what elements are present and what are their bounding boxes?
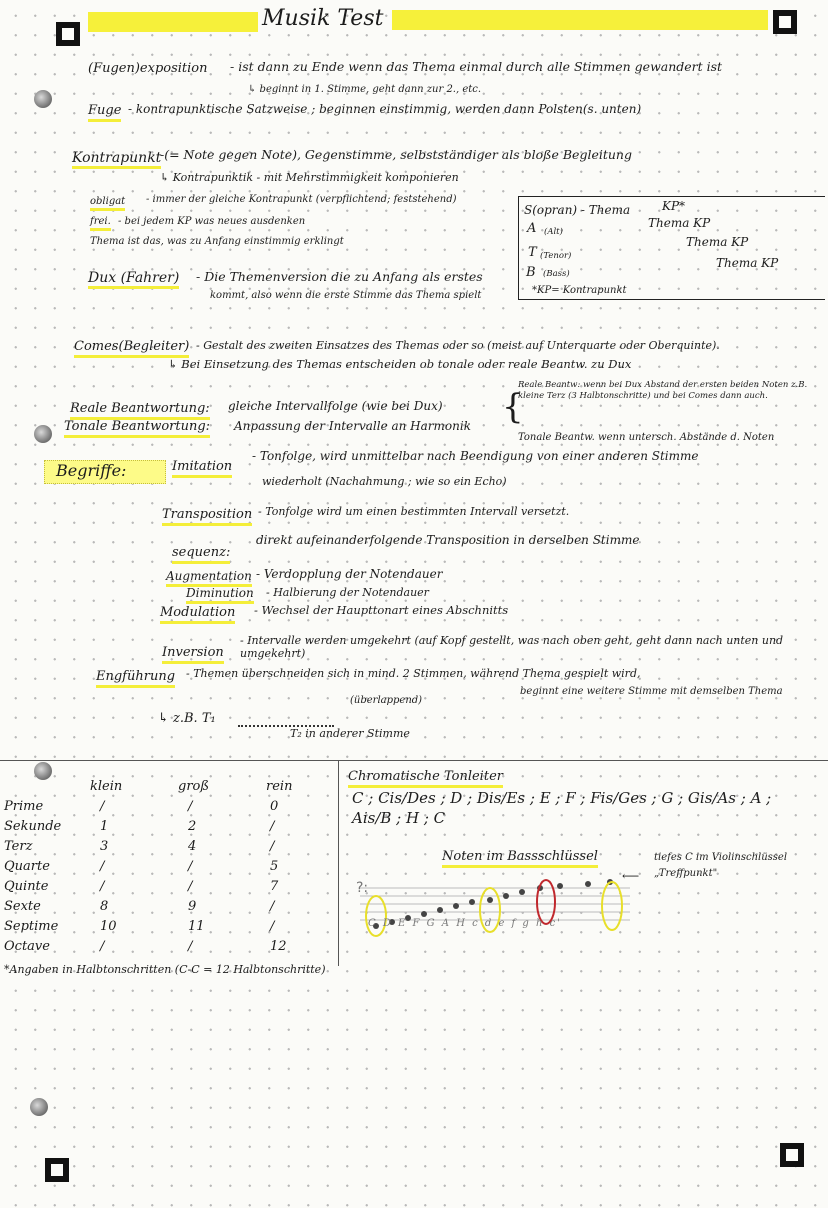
table-row: Quinte / / 7 — [4, 878, 279, 894]
yellow-circle-low-c — [366, 896, 386, 936]
chromatic-line-2: Ais/B ; H ; C — [352, 809, 446, 827]
dux-term: Dux (Fahrer) — [88, 270, 179, 289]
title-highlight-right — [392, 10, 768, 30]
voice-thema-kp-2: Thema KP — [648, 216, 711, 230]
fuge-definition: - kontrapunktische Satzweise ; beginnen einstimmig, werden dann Polsten(s. unten) — [128, 102, 642, 116]
modulation-term: Modulation — [160, 606, 235, 624]
imitation-term: Imitation — [172, 460, 232, 478]
table-row: Septime 10 11 / — [4, 918, 275, 934]
fuge-term: Fuge — [88, 104, 121, 122]
reale-definition: gleiche Intervallfolge (wie bei Dux) — [228, 399, 443, 413]
obligat-definition: - immer der gleiche Kontrapunkt (verpflichtend; feststehend) — [146, 194, 457, 205]
exposition-term: (Fugen)exposition — [88, 61, 208, 76]
voice-bass-label: (Bass) — [543, 269, 570, 279]
begriffe-heading: Begriffe: — [56, 461, 127, 480]
diminution-definition: - Halbierung der Notendauer — [266, 586, 429, 599]
side-note-tonale: Tonale Beantw. wenn untersch. Abstände d. Noten — [518, 432, 775, 443]
title-highlight-left — [88, 12, 258, 32]
voice-soprano: S(opran) - Thema — [524, 203, 631, 217]
voice-kp: KP* — [662, 199, 686, 213]
voice-bass: B — [526, 265, 536, 280]
thema-line: Thema ist das, was zu Anfang einstimmig erklingt — [90, 236, 344, 247]
sequenz-term: sequenz: — [172, 546, 230, 564]
augmentation-term: Augmentation — [166, 570, 252, 587]
inversion-term: Inversion — [162, 646, 224, 664]
punch-hole — [34, 425, 52, 443]
dux-sub: kommt, also wenn die erste Stimme das Thema spielt — [210, 290, 482, 301]
frei-definition: - bei jedem KP was neues ausdenken — [118, 216, 306, 227]
chromatic-title: Chromatische Tonleiter — [348, 770, 503, 788]
bass-clef-icon: ?: — [356, 880, 369, 896]
punch-hole — [34, 90, 52, 108]
voices-footnote: *KP= Kontrapunkt — [532, 285, 627, 296]
bass-clef-title: Noten im Bassschlüssel — [442, 850, 598, 868]
voice-thema-kp-4: Thema KP — [716, 256, 779, 270]
tonale-term: Tonale Beantwortung: — [64, 420, 210, 438]
imitation-definition: - Tonfolge, wird unmittelbar nach Beendigung von einer anderen Stimme — [252, 449, 699, 463]
example-theme-2: T₂ in anderer Stimme — [290, 727, 410, 740]
chromatic-line-1: C ; Cis/Des ; D ; Dis/Es ; E ; F ; Fis/Ges ; G ; Gis/As ; A ; — [352, 789, 772, 807]
bass-clef-note-right: tiefes C im Violinschlüssel — [654, 852, 788, 863]
sequenz-definition: direkt aufeinanderfolgende Transposition in derselben Stimme — [256, 533, 640, 547]
transposition-term: Transposition — [162, 508, 252, 526]
exposition-sub: ↳ beginnt in 1. Stimme, geht dann zur 2., etc. — [248, 84, 482, 95]
diminution-term: Diminution — [186, 587, 254, 604]
dux-definition: - Die Themenversion die zu Anfang als erstes — [196, 269, 483, 284]
ueberlappend-note: (überlappend) — [350, 695, 423, 706]
table-row: Quarte / / 5 — [4, 858, 279, 874]
table-row: Sekunde 1 2 / — [4, 818, 275, 834]
page-title: Musik Test — [262, 6, 384, 31]
header-rein: rein — [266, 778, 293, 794]
kontrapunkt-term: Kontrapunkt — [72, 150, 161, 169]
example-theme-1: ↳ z.B. T₁ — [158, 711, 216, 726]
yellow-circle-c2 — [602, 882, 622, 930]
reale-tonale-brace: { — [502, 387, 524, 427]
inversion-definition: - Intervalle werden umgekehrt (auf Kopf gestellt, was nach oben geht, geht dann nach unten und umgekehrt) — [240, 634, 784, 661]
bass-clef-staff — [340, 874, 640, 944]
voice-tenor-label: (Tenor) — [540, 251, 572, 261]
table-row: Prime / / 0 — [4, 798, 279, 814]
table-row: Octave / / 12 — [4, 938, 287, 954]
interval-table — [4, 776, 326, 956]
augmentation-definition: - Verdopplung der Notendauer — [256, 567, 443, 581]
imitation-sub: wiederholt (Nachahmung ; wie so ein Echo) — [262, 475, 507, 488]
voice-alto: A — [527, 221, 537, 236]
comes-definition: - Gestalt des zweiten Einsatzes des Themas oder so (meist auf Unterquarte oder Oberquinte). — [196, 339, 720, 352]
comes-term: Comes(Begleiter) — [74, 340, 189, 358]
kontrapunkt-definition: -(= Note gegen Note), Gegenstimme, selbstständiger als bloße Begleitung — [160, 147, 632, 162]
engfuehrung-definition: - Themen überschneiden sich in mind. 2 Stimmen, während Thema gespielt wird, — [186, 667, 641, 680]
arrow-icon: ⟵ — [622, 869, 640, 883]
punch-hole — [30, 1098, 48, 1116]
side-note-reale: Reale Beantw: wenn bei Dux Abstand der ersten beiden Noten z.B. kleine Terz (3 Halbtonschritte) und bei Comes dann auch. — [518, 380, 808, 401]
table-divider — [338, 760, 339, 966]
header-gross: groß — [178, 778, 210, 794]
voice-alto-label: (Alt) — [544, 227, 563, 237]
table-header-row — [4, 776, 326, 796]
header-klein: klein — [90, 778, 123, 794]
comes-sub: ↳ Bei Einsetzung des Themas entscheiden ob tonale oder reale Beantw. zu Dux — [168, 357, 632, 371]
engfuehrung-sub: beginnt eine weitere Stimme mit demselben Thema — [520, 686, 783, 697]
voice-tenor: T — [528, 245, 537, 260]
example-wave-1 — [238, 719, 334, 727]
exposition-definition: - ist dann zu Ende wenn das Thema einmal durch alle Stimmen gewandert ist — [230, 59, 723, 74]
table-row: Terz 3 4 / — [4, 838, 275, 854]
voice-thema-kp-3: Thema KP — [686, 235, 749, 249]
transposition-definition: - Tonfolge wird um einen bestimmten Intervall versetzt. — [258, 505, 570, 518]
modulation-definition: - Wechsel der Haupttonart eines Abschnitts — [254, 603, 509, 617]
table-row: Sexte 8 9 / — [4, 898, 275, 914]
tonale-definition: Anpassung der Intervalle an Harmonik — [234, 419, 471, 433]
obligat-term: obligat — [90, 196, 125, 211]
interval-footnote: *Angaben in Halbtonschritten (C-C = 12 Halbtonschritte) — [4, 963, 326, 976]
frei-term: frei. — [90, 216, 111, 231]
bass-clef-treffpunkt: „Treffpunkt" — [654, 868, 718, 879]
bass-clef-notes: C D E F G A H c d e f g h c' — [368, 918, 562, 929]
kontrapunkt-sub: ↳ Kontrapunktik - mit Mehrstimmigkeit komponieren — [160, 171, 459, 184]
section-divider — [0, 760, 828, 761]
reale-term: Reale Beantwortung: — [70, 402, 210, 420]
engfuehrung-term: Engführung — [96, 670, 175, 688]
